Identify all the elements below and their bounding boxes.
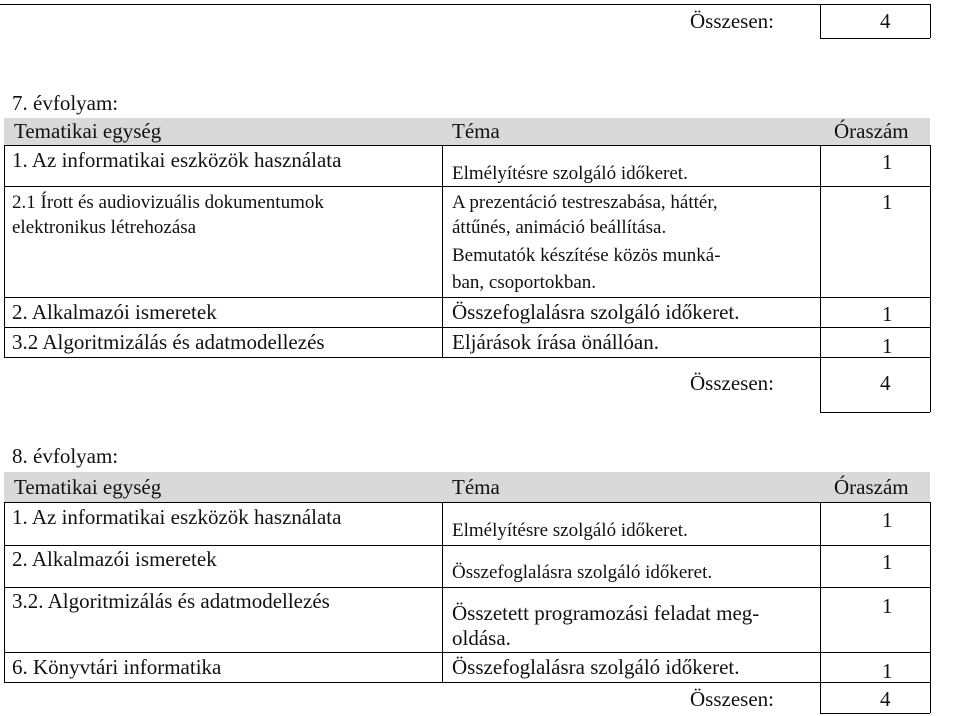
rule (930, 145, 931, 412)
rule (4, 682, 930, 683)
column-header-unit: Tematikai egység (14, 475, 162, 499)
row-unit: 3.2 Algoritmizálás és adatmodellezés (12, 330, 325, 354)
rule (820, 4, 821, 38)
total-value: 4 (880, 9, 891, 33)
column-header-unit: Tematikai egység (14, 119, 162, 143)
rule (4, 145, 930, 146)
rule (930, 502, 931, 713)
total-value: 4 (880, 371, 891, 395)
total-value: 4 (880, 687, 891, 711)
rule (4, 297, 930, 298)
row-hours: 1 (882, 190, 893, 214)
row-unit: elektronikus létrehozása (12, 217, 197, 238)
row-hours: 1 (882, 302, 893, 326)
rule (4, 186, 930, 187)
row-unit: 2. Alkalmazói ismeretek (12, 300, 217, 324)
row-hours: 1 (882, 594, 893, 618)
rule (4, 652, 930, 653)
rule (930, 4, 931, 38)
row-hours: 1 (882, 150, 893, 174)
row-hours: 1 (882, 659, 893, 683)
grade-heading: 7. évfolyam: (12, 91, 119, 115)
row-topic: Elmélyítésre szolgáló időkeret. (452, 163, 688, 184)
rule (820, 38, 930, 39)
rule (4, 357, 930, 358)
rule (4, 502, 5, 682)
row-unit: 2.1 Írott és audiovizuális dokumentumok (12, 192, 324, 213)
column-header-hours: Óraszám (834, 475, 909, 499)
row-topic: Bemutatók készítése közös munká- (452, 245, 721, 266)
row-unit: 6. Könyvtári informatika (12, 655, 222, 679)
column-header-topic: Téma (452, 119, 500, 143)
rule (820, 713, 930, 714)
row-topic: Összetett programozási feladat meg- (452, 601, 760, 625)
row-topic: áttűnés, animáció beállítása. (452, 217, 667, 238)
row-topic: oldása. (452, 626, 511, 650)
column-header-topic: Téma (452, 475, 500, 499)
row-topic: Elmélyítésre szolgáló időkeret. (452, 520, 688, 541)
row-topic: Összefoglalásra szolgáló időkeret. (452, 300, 740, 324)
row-topic: ban, csoportokban. (452, 272, 597, 293)
rule (4, 587, 930, 588)
rule (0, 4, 930, 5)
row-unit: 1. Az informatikai eszközök használata (12, 148, 342, 172)
rule (442, 145, 443, 357)
row-topic: Összefoglalásra szolgáló időkeret. (452, 655, 740, 679)
total-label: Összesen: (690, 9, 774, 33)
row-topic: Eljárások írása önállóan. (452, 330, 660, 354)
total-label: Összesen: (690, 371, 774, 395)
row-hours: 1 (882, 550, 893, 574)
rule (820, 412, 930, 413)
rule (4, 327, 930, 328)
total-label: Összesen: (690, 687, 774, 711)
row-topic: A prezentáció testreszabása, háttér, (452, 192, 718, 213)
row-unit: 1. Az informatikai eszközök használata (12, 505, 342, 529)
row-unit: 2. Alkalmazói ismeretek (12, 547, 217, 571)
column-header-hours: Óraszám (834, 119, 909, 143)
rule (820, 502, 821, 713)
grade-heading: 8. évfolyam: (12, 444, 119, 468)
rule (4, 145, 5, 357)
row-hours: 1 (882, 334, 893, 358)
row-unit: 3.2. Algoritmizálás és adatmodellezés (12, 589, 330, 613)
row-hours: 1 (882, 508, 893, 532)
rule (820, 145, 821, 412)
row-topic: Összefoglalásra szolgáló időkeret. (452, 562, 713, 583)
rule (442, 502, 443, 682)
rule (4, 545, 930, 546)
rule (4, 502, 930, 503)
